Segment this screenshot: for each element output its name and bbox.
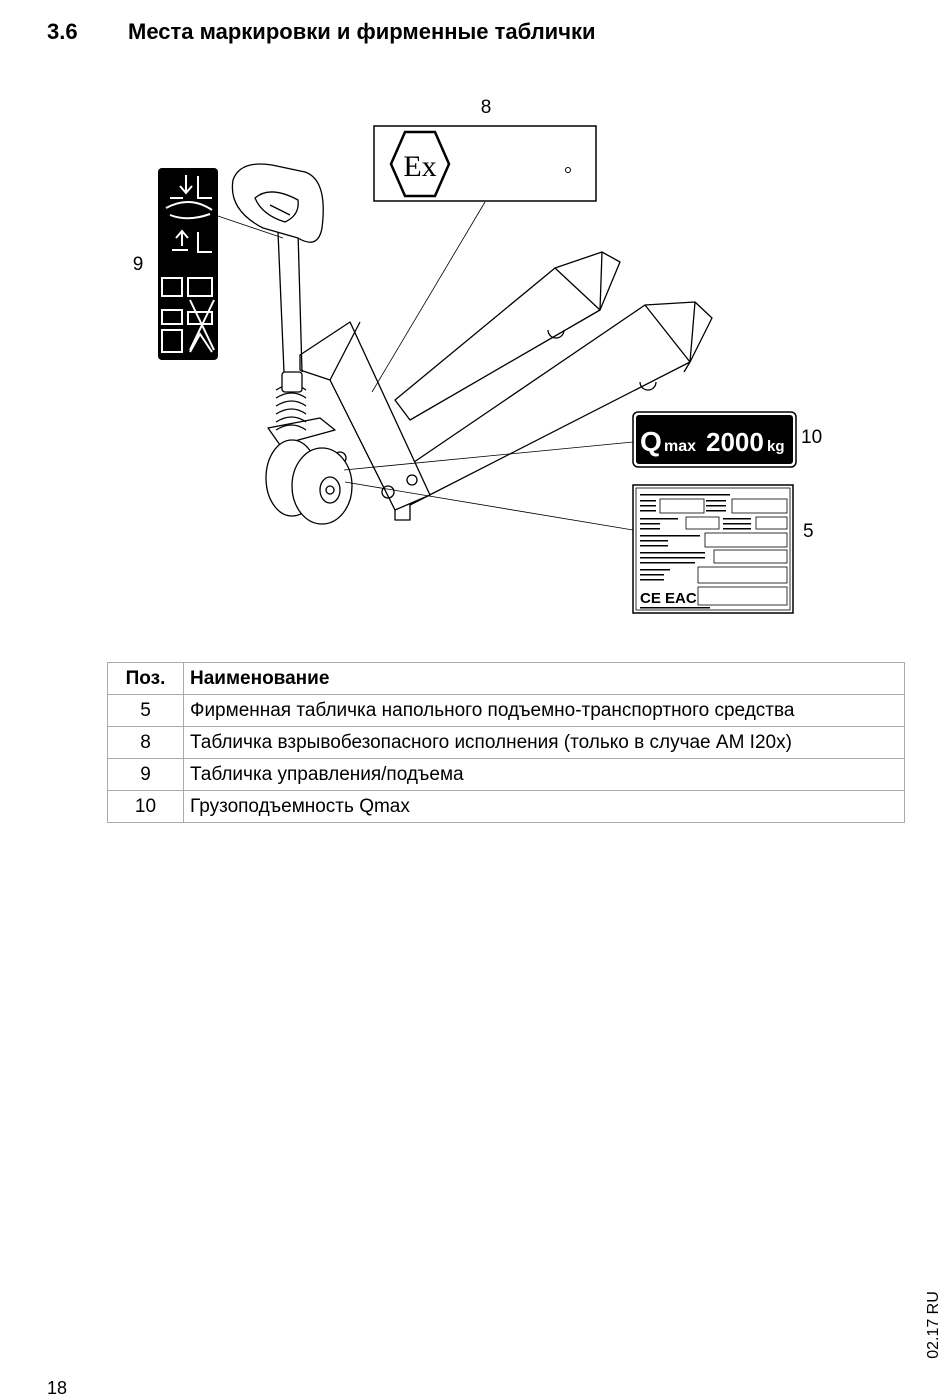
qmax-q: Q (640, 426, 662, 457)
ex-symbol: Ex (403, 150, 437, 183)
callout-10: 10 (801, 427, 823, 448)
section-title: Места маркировки и фирменные таблички (128, 19, 596, 44)
table-header-row (108, 663, 905, 695)
header-name: Наименование (184, 663, 905, 695)
callout-5: 5 (803, 521, 814, 542)
table-row (108, 727, 905, 759)
control-lift-plate (158, 168, 218, 360)
document-code (922, 1290, 946, 1360)
row-pos: 8 (108, 727, 184, 759)
row-pos: 5 (108, 695, 184, 727)
legend-table (107, 662, 905, 823)
nameplate (633, 485, 793, 613)
table-row (108, 791, 905, 823)
row-name: Табличка управления/подъема (184, 759, 905, 791)
qmax-max: max (664, 438, 697, 455)
conformity-marks: CE EAC (640, 590, 697, 607)
row-pos: 9 (108, 759, 184, 791)
pallet-truck-figure (0, 80, 950, 640)
row-name: Грузоподъемность Qmax (184, 791, 905, 823)
row-name: Фирменная табличка напольного подъемно-транспортного средства (184, 695, 905, 727)
header-pos: Поз. (108, 663, 184, 695)
qmax-plate (633, 412, 796, 467)
row-pos: 10 (108, 791, 184, 823)
ex-plate (374, 126, 596, 201)
callout-9: 9 (132, 254, 144, 275)
table-row (108, 759, 905, 791)
handle (232, 164, 323, 430)
section-number: 3.6 (47, 19, 78, 44)
row-name: Табличка взрывобезопасного исполнения (только в случае AM I20x) (184, 727, 905, 759)
callout-8: 8 (480, 97, 492, 118)
qmax-value: 2000 (706, 427, 764, 457)
forks (395, 252, 712, 520)
table-row (108, 695, 905, 727)
page-number: 18 (47, 1378, 68, 1398)
qmax-unit: kg (767, 438, 785, 455)
document-code-text: 02.17 RU (925, 1291, 942, 1359)
